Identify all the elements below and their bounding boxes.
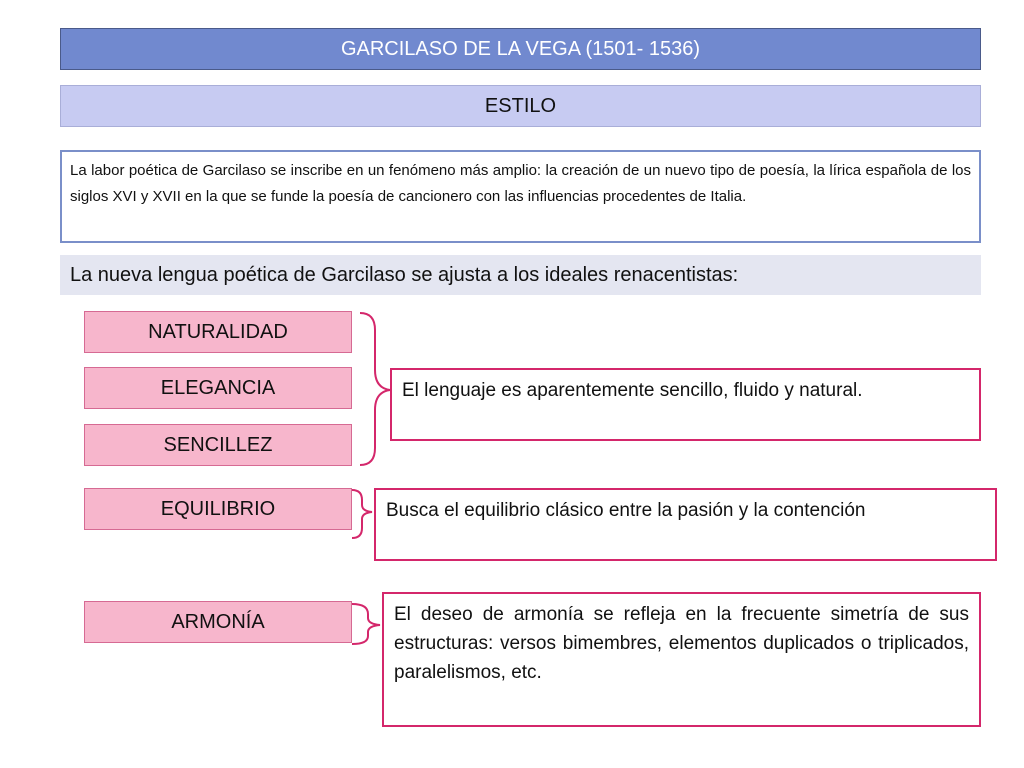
section-title-text: ESTILO (484, 94, 557, 117)
ideals-heading (60, 255, 981, 295)
label-armonia (84, 601, 352, 643)
brace-connector-3 (352, 604, 380, 644)
label-naturalidad (84, 311, 352, 353)
label-equilibrio (84, 488, 352, 530)
intro-paragraph: La labor poética de Garcilaso se inscribe en un fenómeno más amplio: la creación de un nuevo tipo de poesía, la lírica española de los siglos XVI y XVII en la que se funde la poesía de cancionero con las influencias procedentes de Italia. (70, 162, 971, 205)
description-naturalidad-text: El lenguaje es aparentemente sencillo, fluido y natural. (402, 380, 863, 401)
brace-connector-2 (352, 490, 372, 538)
slide-title-text: GARCILASO DE LA VEGA (1501- 1536) (340, 37, 701, 60)
label-equilibrio-text: EQUILIBRIO (160, 497, 276, 520)
label-sencillez (84, 424, 352, 466)
label-armonia-text: ARMONÍA (171, 610, 265, 633)
intro-paragraph-box (60, 150, 981, 243)
label-sencillez-text: SENCILLEZ (163, 433, 273, 456)
description-armonia (382, 592, 981, 727)
description-equilibrio (374, 488, 997, 561)
ideals-heading-text: La nueva lengua poética de Garcilaso se ajusta a los ideales renacentistas: (70, 263, 739, 286)
brace-connector-1 (360, 313, 390, 465)
description-armonia-text: El deseo de armonía se refleja en la frecuente simetría de sus estructuras: versos bimembres, elementos duplicados o triplicados, paralelismos, etc. (394, 604, 969, 683)
description-naturalidad (390, 368, 981, 441)
slide-title (60, 28, 981, 70)
label-elegancia-text: ELEGANCIA (160, 376, 276, 399)
label-elegancia (84, 367, 352, 409)
description-equilibrio-text: Busca el equilibrio clásico entre la pasión y la contención (386, 500, 866, 521)
label-naturalidad-text: NATURALIDAD (148, 320, 288, 343)
section-title (60, 85, 981, 127)
